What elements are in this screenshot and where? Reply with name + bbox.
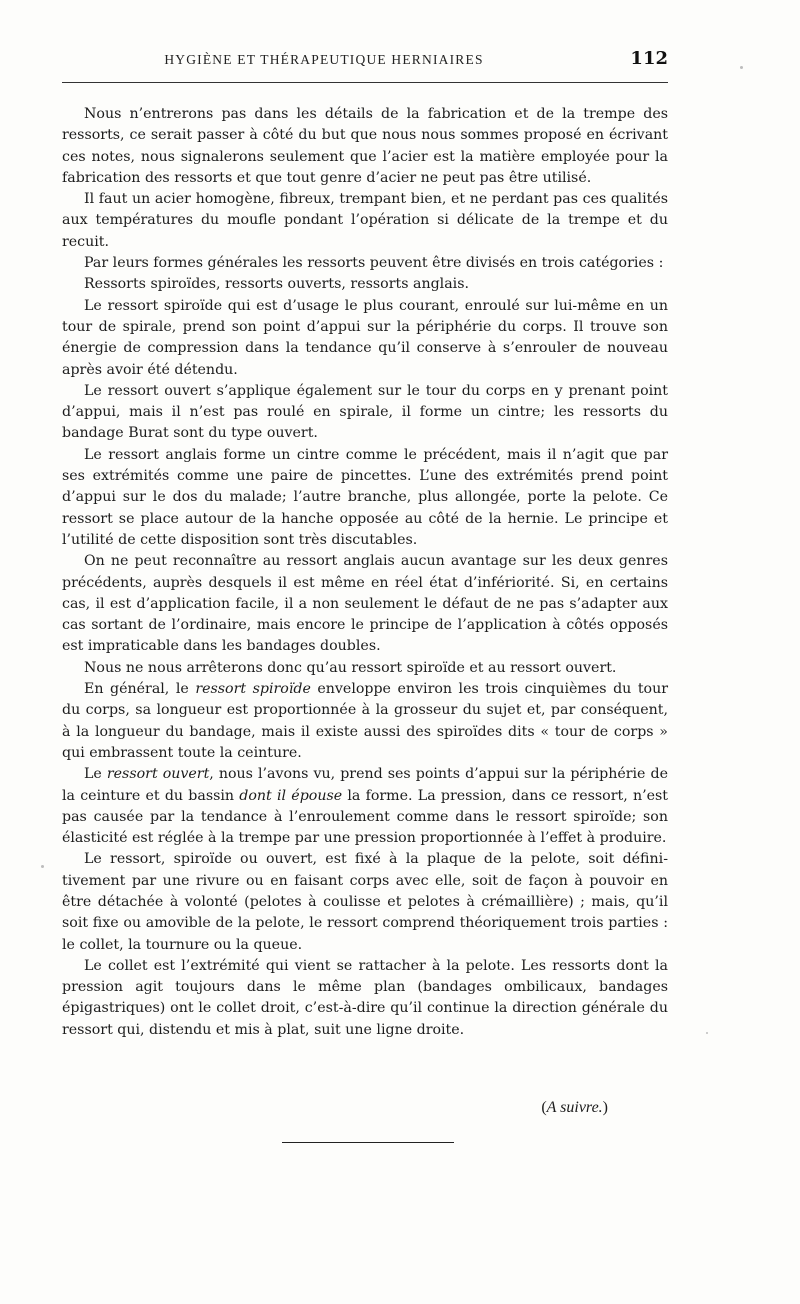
- paper-speck: [706, 1032, 708, 1034]
- paragraph: [62, 274, 668, 295]
- paragraph: [62, 381, 668, 445]
- end-rule: [282, 1142, 454, 1143]
- text-run: Par leurs formes générales les ressorts peuvent être divisés en trois catégories :: [84, 255, 664, 272]
- text-run: Le ressort ouvert s’applique également sur le tour du corps en y prenant point d’appui, mais il n’est pas roulé en spirale, il forme un cintre; les ressorts du bandage Burat sont du type ouvert.: [62, 382, 668, 442]
- text-run: Nous n’entrerons pas dans les détails de la fabrication et de la trempe des ressorts, ce serait passer à côté du but que nous nous sommes proposé en écrivant ces notes, nous signalerons seulement que l’acier est la matière employée pour la fabrication des ressorts et que tout genre d’acier ne peut pas être utilisé.: [62, 106, 668, 186]
- italic-run: ressort ouvert: [106, 766, 210, 783]
- paper-speck: [41, 865, 44, 868]
- text-run: Le ressort anglais forme un cintre comme le précédent, mais il n’agit que par ses extrémités comme une paire de pincettes. L’une des extrémités prend point d’appui sur le dos du malade; l’autre branche, plus allongée, porte la pelote. Ce ressort se place autour de la hanche opposée au côté de la hernie. Le principe et l’utilité de cette disposition sont très discutables.: [62, 446, 668, 548]
- header-rule: [62, 82, 668, 83]
- paragraph: [62, 679, 668, 764]
- paragraph: [62, 189, 668, 253]
- text-run: En général, le: [84, 681, 196, 698]
- paragraph: [62, 956, 668, 1041]
- body-text: [62, 104, 668, 1041]
- paragraph: [62, 764, 668, 849]
- to-follow-text: A suivre.: [546, 1099, 603, 1116]
- italic-run: dont il épouse: [239, 787, 343, 804]
- paragraph: [62, 445, 668, 551]
- text-run: Le ressort spiroïde qui est d’usage le plus courant, enroulé sur lui-même en un tour de spirale, prend son point d’appui sur la périphérie du corps. Il trouve son énergie de compression dans la tendance qu’il conserve à s’enrouler de nouveau après avoir été détendu.: [62, 297, 668, 378]
- to-follow-close-paren: ): [602, 1099, 608, 1116]
- running-title: HYGIÈNE ET THÉRAPEUTIQUE HERNIAIRES: [164, 52, 484, 67]
- page-number: 112: [630, 48, 668, 69]
- paragraph: [62, 658, 668, 679]
- to-follow-open-paren: (: [541, 1099, 547, 1116]
- text-run: Ressorts spiroïdes, ressorts ouverts, ressorts anglais.: [84, 276, 469, 293]
- paragraph: [62, 551, 668, 657]
- paper-speck: [740, 66, 743, 69]
- text-run: Le collet est l’extrémité qui vient se rattacher à la pelote. Les ressorts dont la pression agit toujours dans le même plan (bandages ombilicaux, bandages épigastriques) ont le collet droit, c’est-à-dire qu’il continue la direction générale du ressort qui, distendu et mis à plat, suit une ligne droite.: [62, 957, 668, 1038]
- paragraph: [62, 253, 668, 274]
- running-header: [60, 48, 668, 74]
- text-run: On ne peut reconnaître au ressort anglais aucun avantage sur les deux genres précédents, auprès desquels il est même en réel état d’infériorité. Si, en certains cas, il est d’application facile, il a non seulement le défaut de ne pas s’adapter aux cas sortant de l’ordinaire, mais encore le principe de l’application à côtés opposés est impraticable dans les bandages doubles.: [62, 553, 668, 655]
- italic-run: ressort spiroïde: [195, 681, 311, 698]
- text-run: , nous l’avons vu, prend ses points d’appui sur la périphérie de la ceinture et du bassin: [62, 766, 668, 804]
- paragraph: [62, 104, 668, 189]
- paragraph: [62, 849, 668, 955]
- text-run: Le: [84, 766, 107, 783]
- text-run: Nous ne nous arrêterons donc qu’au ressort spiroïde et au ressort ouvert.: [84, 659, 617, 676]
- text-run: Le ressort, spiroïde ou ouvert, est fixé à la plaque de la pelote, soit définitivement par une rivure ou en faisant corps avec elle, soit de façon à pouvoir en être détachée à volonté (pelotes à coulisse et pelotes à crémaillière) ; mais, qu’il soit fixe ou amovible de la pelote, le ressort comprend théoriquement trois parties : le collet, la tournure ou la queue.: [62, 851, 668, 953]
- to-be-continued: [541, 1099, 608, 1117]
- paragraph: [62, 296, 668, 381]
- text-run: Il faut un acier homogène, fibreux, trempant bien, et ne perdant pas ces qualités aux températures du moufle pondant l’opération si délicate de la trempe et du recuit.: [62, 191, 668, 250]
- text-run: la forme. La pression, dans ce ressort, n’est pas causée par la tendance à l’enroulement comme dans le ressort spiroïde; son élasticité est réglée à la trempe par une pression proportionnée à l’effet à produire.: [62, 787, 668, 847]
- text-run: enveloppe environ les trois cinquièmes du tour du corps, sa longueur est proportionnée à la grosseur du sujet et, par conséquent, à la longueur du bandage, mais il existe aussi des spiroïdes dits « tour de corps » qui embrassent toute la ceinture.: [62, 681, 668, 761]
